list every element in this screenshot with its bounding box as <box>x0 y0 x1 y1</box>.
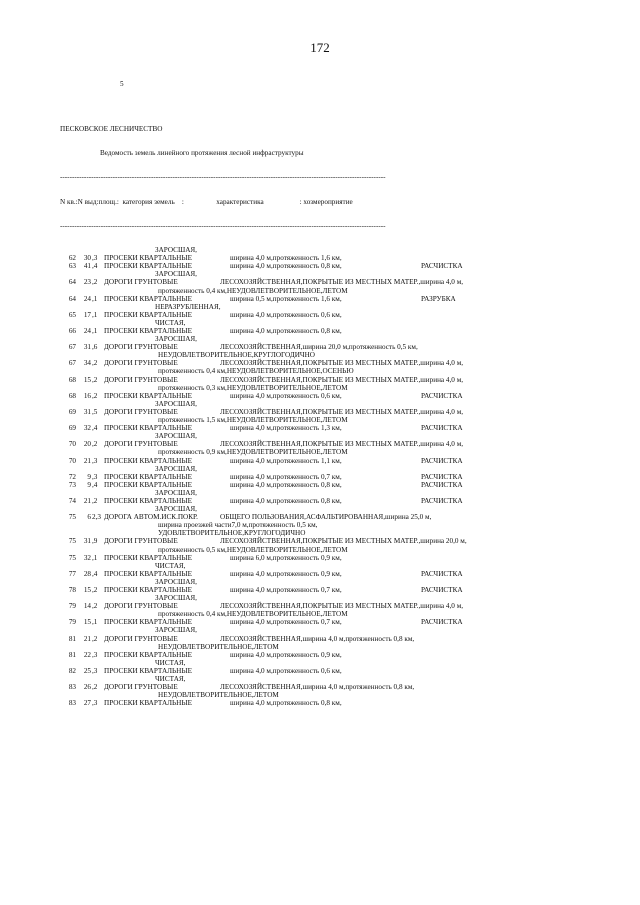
cell-vydel: 9 <box>87 472 91 481</box>
cell-characteristic: ширина 4,0 м,протяженность 0,9 км, <box>230 650 342 659</box>
cell-kvartal: 64 <box>68 278 76 287</box>
table-row <box>60 602 608 610</box>
cell-action: РАСЧИСТКА <box>421 472 463 481</box>
row-characteristic-continued: ширина проезжей части7,0 м,протяженность 0,5 км, <box>158 521 318 530</box>
table-row <box>60 278 608 286</box>
table-row <box>60 254 608 262</box>
cell-vydel: 34 <box>83 359 91 368</box>
table-row <box>60 699 608 707</box>
cell-area: ,3 <box>92 472 98 481</box>
cell-vydel: 25 <box>83 666 91 675</box>
cell-area: ,2 <box>92 634 98 643</box>
cell-kvartal: 64 <box>68 294 76 303</box>
cell-kvartal: 79 <box>68 618 76 627</box>
table-row <box>60 683 608 691</box>
cell-area: ,4 <box>92 569 98 578</box>
table-row <box>60 392 608 400</box>
table-row <box>60 262 608 270</box>
section-number: 5 <box>120 80 124 89</box>
cell-characteristic: ширина 4,0 м,протяженность 0,7 км, <box>230 618 342 627</box>
table-row <box>60 586 608 594</box>
row-condition: ЧИСТАЯ, <box>155 318 186 327</box>
cell-kvartal: 74 <box>68 496 76 505</box>
row-characteristic-continued: НЕУДОВЛЕТВОРИТЕЛЬНОЕ,КРУГЛОГОДИЧНО <box>158 351 315 360</box>
row-characteristic-continued: НЕУДОВЛЕТВОРИТЕЛЬНОЕ,ЛЕТОМ <box>158 642 279 651</box>
cell-vydel: 26 <box>83 683 91 692</box>
cell-area: ,1 <box>92 327 98 335</box>
cell-action: РАСЧИСТКА <box>421 569 463 578</box>
cell-kvartal: 69 <box>68 424 76 433</box>
cell-area: ,2 <box>92 683 98 692</box>
cell-characteristic: ширина 4,0 м,протяженность 1,3 км, <box>230 424 342 433</box>
cell-category: ПРОСЕКИ КВАРТАЛЬНЫЕ <box>104 650 193 659</box>
cell-kvartal: 73 <box>68 480 76 489</box>
row-condition: ЗАРОСШАЯ, <box>155 594 197 603</box>
table-row <box>60 327 608 335</box>
cell-characteristic: ширина 6,0 м,протяженность 0,9 км, <box>230 553 342 562</box>
cell-vydel: 21 <box>83 496 91 505</box>
cell-kvartal: 70 <box>68 456 76 465</box>
cell-area: ,3 <box>92 456 98 465</box>
table-row <box>60 457 608 465</box>
cell-action: РАСЧИСТКА <box>421 391 463 400</box>
cell-vydel: 27 <box>83 699 91 708</box>
cell-characteristic: ЛЕСОХОЗЯЙСТВЕННАЯ,ширина 4,0 м,протяженность 0,8 км, <box>220 683 415 692</box>
cell-area: ,3 <box>92 254 98 263</box>
cell-category: ДОРОГИ ГРУНТОВЫЕ <box>104 537 178 546</box>
row-condition: ЧИСТАЯ, <box>155 675 186 684</box>
cell-kvartal: 83 <box>68 699 76 708</box>
row-characteristic-continued: НЕУДОВЛЕТВОРИТЕЛЬНОЕ,ЛЕТОМ <box>158 691 279 700</box>
cell-area: ,1 <box>92 618 98 627</box>
row-condition: ЗАРОСШАЯ, <box>155 464 197 473</box>
table-row <box>60 376 608 384</box>
cell-characteristic: ЛЕСОХОЗЯЙСТВЕННАЯ,ПОКРЫТЫЕ ИЗ МЕСТНЫХ МАТЕР.,ширина 4,0 м, <box>220 602 464 611</box>
cell-action: РАСЧИСТКА <box>421 496 463 505</box>
cell-vydel: 21 <box>83 634 91 643</box>
cell-area: 2,3 <box>92 513 101 522</box>
cell-kvartal: 72 <box>68 472 76 481</box>
cell-vydel: 31 <box>83 407 91 416</box>
cell-characteristic: ширина 4,0 м,протяженность 1,6 км, <box>230 254 342 263</box>
row-characteristic-continued: протяженность 0,3 км,НЕУДОВЛЕТВОРИТЕЛЬНОЕ,ЛЕТОМ <box>158 383 348 392</box>
cell-characteristic: ЛЕСОХОЗЯЙСТВЕННАЯ,ПОКРЫТЫЕ ИЗ МЕСТНЫХ МАТЕР.,ширина 4,0 м, <box>220 278 464 287</box>
cell-category: ДОРОГИ ГРУНТОВЫЕ <box>104 683 178 692</box>
table-row <box>60 651 608 659</box>
cell-area: ,2 <box>92 359 98 368</box>
cell-category: ПРОСЕКИ КВАРТАЛЬНЫЕ <box>104 666 193 675</box>
cell-area: ,1 <box>92 553 98 562</box>
cell-category: ПРОСЕКИ КВАРТАЛЬНЫЕ <box>104 424 193 433</box>
cell-vydel: 32 <box>83 553 91 562</box>
cell-area: ,9 <box>92 537 98 546</box>
table-row <box>60 473 608 481</box>
table-row <box>60 635 608 643</box>
cell-kvartal: 70 <box>68 440 76 449</box>
cell-kvartal: 62 <box>68 254 76 263</box>
cell-characteristic: ширина 4,0 м,протяженность 0,8 км, <box>230 262 342 271</box>
table-row <box>60 513 608 521</box>
cell-kvartal: 83 <box>68 683 76 692</box>
row-characteristic-continued: протяженность 0,5 км,НЕУДОВЛЕТВОРИТЕЛЬНОЕ,ЛЕТОМ <box>158 545 348 554</box>
cell-area: ,1 <box>92 294 98 303</box>
table-row <box>60 570 608 578</box>
cell-area: ,3 <box>92 666 98 675</box>
cell-vydel: 16 <box>83 391 91 400</box>
cell-characteristic: ширина 4,0 м,протяженность 0,8 км, <box>230 496 342 505</box>
row-characteristic-continued: протяженность 0,4 км,НЕУДОВЛЕТВОРИТЕЛЬНОЕ,ЛЕТОМ <box>158 286 348 295</box>
cell-kvartal: 75 <box>68 537 76 546</box>
cell-category: ДОРОГИ ГРУНТОВЫЕ <box>104 343 178 352</box>
cell-characteristic: ширина 0,5 м,протяженность 1,6 км, <box>230 294 342 303</box>
cell-category: ПРОСЕКИ КВАРТАЛЬНЫЕ <box>104 496 193 505</box>
cell-vydel: 21 <box>83 456 91 465</box>
cell-area: ,6 <box>92 343 98 352</box>
cell-kvartal: 81 <box>68 634 76 643</box>
row-condition: ЗАРОСШАЯ, <box>155 246 197 255</box>
cell-characteristic: ЛЕСОХОЗЯЙСТВЕННАЯ,ширина 20,0 м,протяженность 0,5 км, <box>220 343 418 352</box>
cell-category: ДОРОГИ ГРУНТОВЫЕ <box>104 602 178 611</box>
row-condition: ЗАРОСШАЯ, <box>155 432 197 441</box>
cell-area: ,5 <box>92 407 98 416</box>
cell-category: ПРОСЕКИ КВАРТАЛЬНЫЕ <box>104 294 193 303</box>
cell-kvartal: 77 <box>68 569 76 578</box>
row-condition: ЗАРОСШАЯ, <box>155 577 197 586</box>
row-characteristic-continued: протяженность 0,9 км,НЕУДОВЛЕТВОРИТЕЛЬНОЕ,ЛЕТОМ <box>158 448 348 457</box>
row-condition: ЗАРОСШАЯ, <box>155 270 197 279</box>
cell-area: ,2 <box>92 375 98 384</box>
cell-area: ,2 <box>92 496 98 505</box>
cell-action: РАСЧИСТКА <box>421 456 463 465</box>
table-row <box>60 424 608 432</box>
cell-category: ДОРОГИ ГРУНТОВЫЕ <box>104 407 178 416</box>
table-row <box>60 554 608 562</box>
cell-area: ,4 <box>92 480 98 489</box>
cell-vydel: 28 <box>83 569 91 578</box>
cell-vydel: 14 <box>83 602 91 611</box>
cell-action: РАСЧИСТКА <box>421 586 463 594</box>
cell-category: ПРОСЕКИ КВАРТАЛЬНЫЕ <box>104 586 193 594</box>
cell-category: ПРОСЕКИ КВАРТАЛЬНЫЕ <box>104 553 193 562</box>
cell-area: ,2 <box>92 586 98 594</box>
row-characteristic-continued: протяженность 0,4 км,НЕУДОВЛЕТВОРИТЕЛЬНОЕ,ОСЕНЬЮ <box>158 367 354 376</box>
table-row <box>60 481 608 489</box>
cell-category: ПРОСЕКИ КВАРТАЛЬНЫЕ <box>104 456 193 465</box>
row-characteristic-continued: протяженность 0,4 км,НЕУДОВЛЕТВОРИТЕЛЬНОЕ,ЛЕТОМ <box>158 610 348 619</box>
cell-characteristic: ширина 4,0 м,протяженность 0,6 км, <box>230 310 342 319</box>
cell-vydel: 32 <box>83 424 91 433</box>
cell-characteristic: ЛЕСОХОЗЯЙСТВЕННАЯ,ПОКРЫТЫЕ ИЗ МЕСТНЫХ МАТЕР.,ширина 4,0 м, <box>220 359 464 368</box>
cell-area: ,3 <box>92 699 98 708</box>
cell-vydel: 31 <box>83 343 91 352</box>
cell-vydel: 31 <box>83 537 91 546</box>
forestry-name: ПЕСКОВСКОЕ ЛЕСНИЧЕСТВО <box>60 124 163 133</box>
cell-area: ,2 <box>92 391 98 400</box>
cell-kvartal: 75 <box>68 513 76 522</box>
cell-vydel: 30 <box>83 254 91 263</box>
cell-action: РАЗРУБКА <box>421 294 456 303</box>
cell-area: ,2 <box>92 602 98 611</box>
cell-vydel: 24 <box>83 294 91 303</box>
cell-vydel: 6 <box>87 513 91 522</box>
cell-category: ПРОСЕКИ КВАРТАЛЬНЫЕ <box>104 310 193 319</box>
divider-top: ---------------------------------------------------------------------------------------------------------------------------------------- <box>60 173 386 182</box>
cell-kvartal: 63 <box>68 262 76 271</box>
cell-characteristic: ширина 4,0 м,протяженность 0,9 км, <box>230 569 342 578</box>
cell-area: ,2 <box>92 278 98 287</box>
cell-category: ДОРОГИ ГРУНТОВЫЕ <box>104 634 178 643</box>
row-characteristic-continued: протяженность 1,5 км,НЕУДОВЛЕТВОРИТЕЛЬНОЕ,ЛЕТОМ <box>158 416 348 425</box>
cell-characteristic: ЛЕСОХОЗЯЙСТВЕННАЯ,ПОКРЫТЫЕ ИЗ МЕСТНЫХ МАТЕР.,ширина 4,0 м, <box>220 375 464 384</box>
cell-characteristic: ширина 4,0 м,протяженность 0,7 км, <box>230 472 342 481</box>
table-row <box>60 359 608 367</box>
cell-category: ПРОСЕКИ КВАРТАЛЬНЫЕ <box>104 262 193 271</box>
table-body <box>60 246 608 707</box>
cell-kvartal: 78 <box>68 586 76 594</box>
cell-characteristic: ОБЩЕГО ПОЛЬЗОВАНИЯ,АСФАЛЬТИРОВАННАЯ,ширина 25,0 м, <box>220 513 432 522</box>
cell-characteristic: ширина 4,0 м,протяженность 1,1 км, <box>230 456 342 465</box>
cell-kvartal: 75 <box>68 553 76 562</box>
cell-characteristic: ЛЕСОХОЗЯЙСТВЕННАЯ,ПОКРЫТЫЕ ИЗ МЕСТНЫХ МАТЕР.,ширина 4,0 м, <box>220 440 464 449</box>
cell-vydel: 15 <box>83 375 91 384</box>
cell-category: ПРОСЕКИ КВАРТАЛЬНЫЕ <box>104 472 193 481</box>
cell-action: РАСЧИСТКА <box>421 424 463 433</box>
row-condition: ЗАРОСШАЯ, <box>155 335 197 344</box>
cell-category: ДОРОГИ ГРУНТОВЫЕ <box>104 359 178 368</box>
cell-characteristic: ЛЕСОХОЗЯЙСТВЕННАЯ,ПОКРЫТЫЕ ИЗ МЕСТНЫХ МАТЕР.,ширина 4,0 м, <box>220 407 464 416</box>
cell-action: РАСЧИСТКА <box>421 618 463 627</box>
row-condition: ЧИСТАЯ, <box>155 658 186 667</box>
cell-kvartal: 65 <box>68 310 76 319</box>
table-row <box>60 408 608 416</box>
cell-vydel: 15 <box>83 586 91 594</box>
cell-kvartal: 69 <box>68 407 76 416</box>
table-row <box>60 311 608 319</box>
cell-vydel: 20 <box>83 440 91 449</box>
cell-category: ПРОСЕКИ КВАРТАЛЬНЫЕ <box>104 391 193 400</box>
cell-area: ,3 <box>92 650 98 659</box>
cell-category: ДОРОГА АВТОМ.ИСК.ПОКР. <box>104 513 198 522</box>
cell-characteristic: ширина 4,0 м,протяженность 0,6 км, <box>230 666 342 675</box>
cell-characteristic: ширина 4,0 м,протяженность 0,8 км, <box>230 699 342 708</box>
cell-area: ,4 <box>92 424 98 433</box>
row-condition: НЕРАЗРУБЛЕННАЯ, <box>155 302 221 311</box>
cell-kvartal: 82 <box>68 666 76 675</box>
cell-vydel: 24 <box>83 327 91 335</box>
table-row <box>60 295 608 303</box>
cell-vydel: 9 <box>87 480 91 489</box>
table-header: N кв.:N выд:площ.: категория земель : характеристика : хозмероприятие <box>60 197 353 206</box>
row-condition: ЗАРОСШАЯ, <box>155 488 197 497</box>
cell-category: ПРОСЕКИ КВАРТАЛЬНЫЕ <box>104 327 193 335</box>
divider-bottom: ---------------------------------------------------------------------------------------------------------------------------------------- <box>60 221 386 230</box>
cell-vydel: 41 <box>83 262 91 271</box>
cell-vydel: 23 <box>83 278 91 287</box>
table-row <box>60 343 608 351</box>
cell-vydel: 22 <box>83 650 91 659</box>
row-condition: ЗАРОСШАЯ, <box>155 399 197 408</box>
page-number: 172 <box>310 40 330 55</box>
cell-characteristic: ширина 4,0 м,протяженность 0,7 км, <box>230 586 342 594</box>
cell-kvartal: 81 <box>68 650 76 659</box>
cell-characteristic: ширина 4,0 м,протяженность 0,6 км, <box>230 391 342 400</box>
table-row <box>60 497 608 505</box>
cell-area: ,2 <box>92 440 98 449</box>
table-row <box>60 440 608 448</box>
cell-category: ДОРОГИ ГРУНТОВЫЕ <box>104 440 178 449</box>
table-row <box>60 618 608 626</box>
cell-category: ПРОСЕКИ КВАРТАЛЬНЫЕ <box>104 618 193 627</box>
cell-vydel: 17 <box>83 310 91 319</box>
cell-area: ,4 <box>92 262 98 271</box>
cell-kvartal: 68 <box>68 391 76 400</box>
cell-characteristic: ширина 4,0 м,протяженность 0,8 км, <box>230 327 342 335</box>
table-row <box>60 537 608 545</box>
cell-category: ПРОСЕКИ КВАРТАЛЬНЫЕ <box>104 254 193 263</box>
cell-action: РАСЧИСТКА <box>421 480 463 489</box>
cell-category: ПРОСЕКИ КВАРТАЛЬНЫЕ <box>104 480 193 489</box>
row-condition: ЗАРОСШАЯ, <box>155 505 197 514</box>
cell-category: ДОРОГИ ГРУНТОВЫЕ <box>104 278 178 287</box>
row-characteristic-continued: УДОВЛЕТВОРИТЕЛЬНОЕ,КРУГЛОГОДИЧНО <box>158 529 306 538</box>
cell-action: РАСЧИСТКА <box>421 262 463 271</box>
cell-kvartal: 68 <box>68 375 76 384</box>
cell-category: ПРОСЕКИ КВАРТАЛЬНЫЕ <box>104 699 193 708</box>
cell-vydel: 15 <box>83 618 91 627</box>
cell-characteristic: ЛЕСОХОЗЯЙСТВЕННАЯ,ПОКРЫТЫЕ ИЗ МЕСТНЫХ МАТЕР.,ширина 20,0 м, <box>220 537 467 546</box>
cell-category: ДОРОГИ ГРУНТОВЫЕ <box>104 375 178 384</box>
document-title: Ведомость земель линейного протяжения лесной инфраструктуры <box>100 148 304 157</box>
document-body <box>60 64 608 716</box>
cell-kvartal: 66 <box>68 327 76 335</box>
cell-kvartal: 67 <box>68 359 76 368</box>
cell-characteristic: ЛЕСОХОЗЯЙСТВЕННАЯ,ширина 4,0 м,протяженность 0,8 км, <box>220 634 415 643</box>
cell-area: ,1 <box>92 310 98 319</box>
cell-category: ПРОСЕКИ КВАРТАЛЬНЫЕ <box>104 569 193 578</box>
cell-kvartal: 67 <box>68 343 76 352</box>
cell-kvartal: 79 <box>68 602 76 611</box>
row-condition: ЧИСТАЯ, <box>155 561 186 570</box>
row-condition: ЗАРОСШАЯ, <box>155 626 197 635</box>
table-row <box>60 667 608 675</box>
cell-characteristic: ширина 4,0 м,протяженность 0,8 км, <box>230 480 342 489</box>
